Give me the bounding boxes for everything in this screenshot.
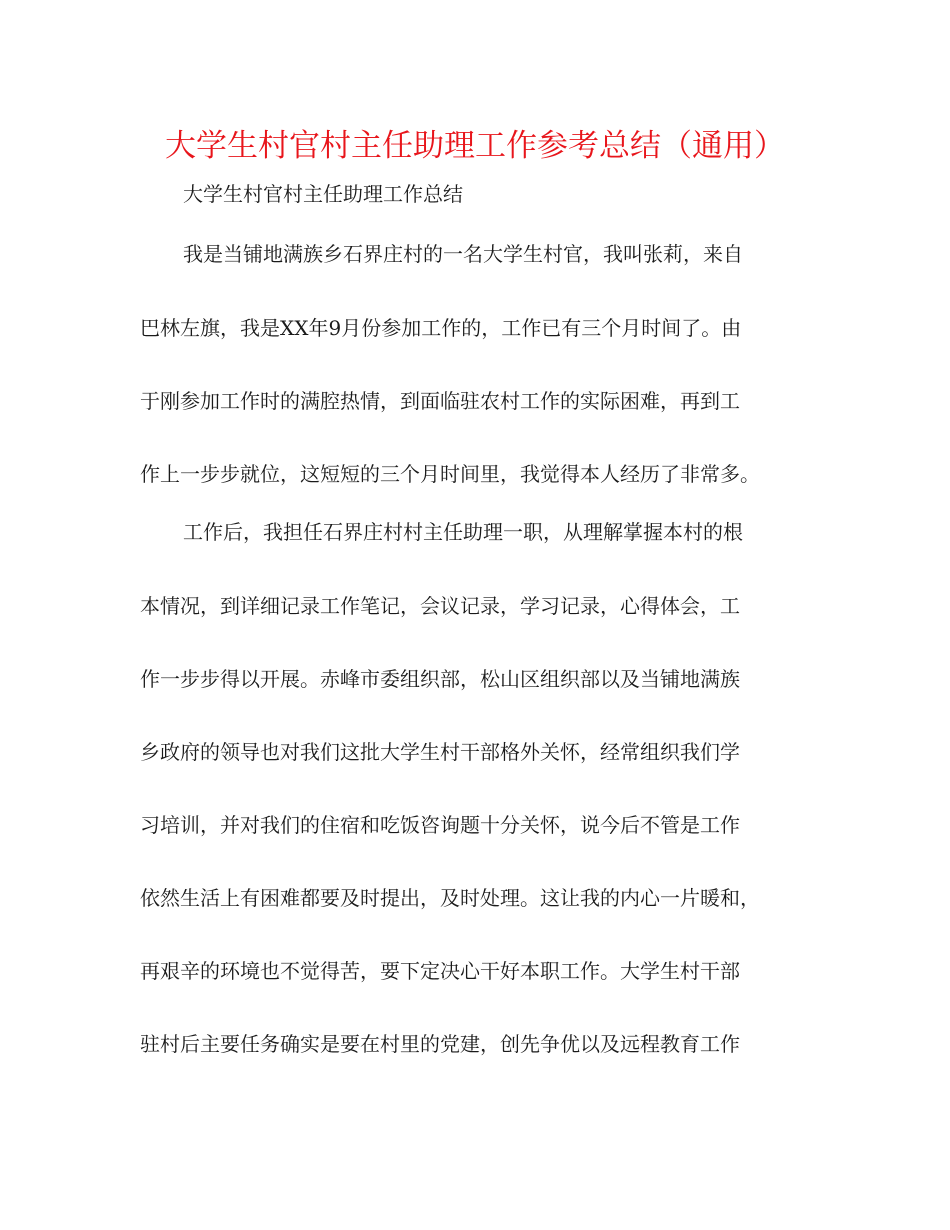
paragraph-line: 作上一步步就位，这短短的三个月时间里，我觉得本人经历了非常多。	[140, 462, 760, 486]
paragraph-line: 工作后，我担任石界庄村村主任助理一职，从理解掌握本村的根	[183, 520, 743, 544]
document-subtitle: 大学生村官村主任助理工作总结	[183, 182, 463, 206]
document-title: 大学生村官村主任助理工作参考总结（通用）	[165, 128, 785, 164]
paragraph-line: 作一步步得以开展。赤峰市委组织部，松山区组织部以及当铺地满族	[140, 667, 740, 691]
paragraph-line: 本情况，到详细记录工作笔记，会议记录，学习记录，心得体会，工	[140, 594, 740, 618]
paragraph-line: 我是当铺地满族乡石界庄村的一名大学生村官，我叫张莉，来自	[183, 242, 743, 266]
paragraph-line: 巴林左旗，我是XX年9月份参加工作的，工作已有三个月时间了。由	[140, 316, 742, 340]
paragraph-line: 于刚参加工作时的满腔热情，到面临驻农村工作的实际困难，再到工	[140, 389, 740, 413]
paragraph-line: 依然生活上有困难都要及时提出，及时处理。这让我的内心一片暖和，	[140, 886, 760, 910]
paragraph-line: 乡政府的领导也对我们这批大学生村干部格外关怀，经常组织我们学	[140, 740, 740, 764]
paragraph-line: 习培训，并对我们的住宿和吃饭咨询题十分关怀，说今后不管是工作	[140, 813, 740, 837]
paragraph-line: 再艰辛的环境也不觉得苦，要下定决心干好本职工作。大学生村干部	[140, 959, 740, 983]
paragraph-line: 驻村后主要任务确实是要在村里的党建，创先争优以及远程教育工作	[140, 1032, 740, 1056]
